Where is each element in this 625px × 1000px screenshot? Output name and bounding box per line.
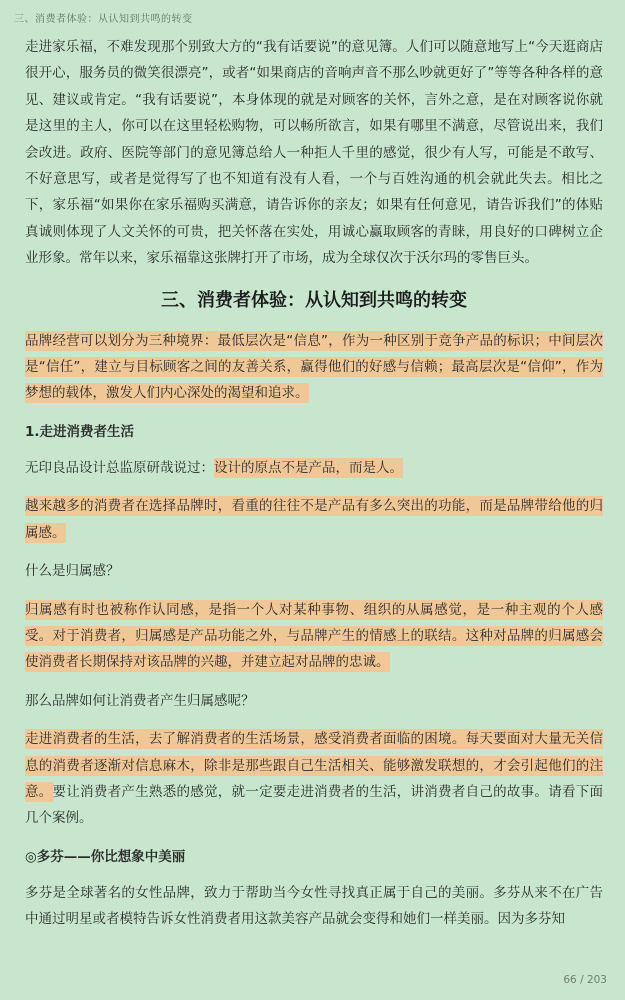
page-number: 66 / 203 [563,974,607,986]
paragraph-carrefour: 走进家乐福，不难发现那个别致大方的“我有话要说”的意见簿。人们可以随意地写上“今天逛商店很开心，服务员的微笑很漂亮”，或者“如果商店的音响声音不那么吵就更好了”等等各种各样的意见、建议或肯定。“我有话要说”，本身体现的就是对顾客的关怀，言外之意，是在对顾客说你就是这里的主人，你可以在这里轻松购物，可以畅所欲言，如果有哪里不满意，尽管说出来，我们会改进。政府、医院等部门的意见簿总给人一种拒人千里的感觉，很少有人写，可能是不敢写、不好意思写，或者是觉得写了也不知道有没有人看，一个与百姓沟通的机会就此失去。相比之下，家乐福“如果你在家乐福购买满意，请告诉你的亲友；如果有任何意见，请告诉我们”的体贴真诚则体现了人文关怀的可贵，把关怀落在实处，用诚心赢取顾客的青睐，用良好的口碑树立企业形象。常年以来，家乐福靠这张牌打开了市场，成为全球仅次于沃尔玛的零售巨头。 [25,39,603,267]
paragraph-belonging-definition [25,597,603,676]
highlight-muji-quote[interactable]: 设计的原点不是产品，而是人。 [214,459,403,476]
question-what-is-belonging: 什么是归属感？ [25,563,120,580]
muji-lead-text: 无印良品设计总监原研哉说过： [25,459,214,476]
paragraph-brand-levels [25,328,603,407]
highlight-consumer-life[interactable]: 走进消费者的生活，去了解消费者的生活场景，感受消费者面临的困境。每天要面对大量无关信息的消费者逐渐对信息麻木，除非是那些跟自己生活相关、能够激发联想的，才会引起他们的注意。 [25,731,603,800]
subheading-dove: ◎多芬——你比想象中美丽 [25,848,186,865]
highlight-brand-levels[interactable]: 品牌经营可以划分为三种境界：最低层次是“信息”，作为一种区别于竞争产品的标识；中间层次是“信任”，建立与目标顾客之间的友善关系，赢得他们的好感与信赖；最高层次是“信仰”，作为梦想的载体，激发人们内心深处的渴望和追求。 [25,332,603,402]
paragraph-muji-quote [25,455,603,481]
highlight-belonging[interactable]: 越来越多的消费者在选择品牌时，看重的往往不是产品有多么突出的功能，而是品牌带给他的归属感。 [25,498,603,541]
paragraph-belonging [25,493,603,546]
consumer-life-rest: 要让消费者产生熟悉的感觉，就一定要走进消费者的生活，讲消费者自己的故事。请看下面几个案例。 [25,783,604,827]
question-how-belonging: 那么品牌如何让消费者产生归属感呢？ [25,692,255,709]
running-header: 三、消费者体验：从认知到共鸣的转变 [14,14,193,25]
highlight-belonging-definition[interactable]: 归属感有时也被称作认同感，是指一个人对某种事物、组织的从属感觉，是一种主观的个人感受。对于消费者，归属感是产品功能之外，与品牌产生的情感上的联结。这种对品牌的归属感会使消费者长期保持对该品牌的兴趣，并建立起对品牌的忠诚。 [25,601,603,671]
subheading-enter-consumer-life: 1.走进消费者生活 [25,423,135,440]
paragraph-dove: 多芬是全球著名的女性品牌，致力于帮助当今女性寻找真正属于自己的美丽。多芬从来不在广告中通过明星或者模特告诉女性消费者用这款美容产品就会变得和她们一样美丽。因为多芬知 [25,884,603,928]
page-content [25,34,603,933]
section-title: 三、消费者体验：从认知到共鸣的转变 [161,289,467,311]
paragraph-consumer-life [25,726,603,832]
